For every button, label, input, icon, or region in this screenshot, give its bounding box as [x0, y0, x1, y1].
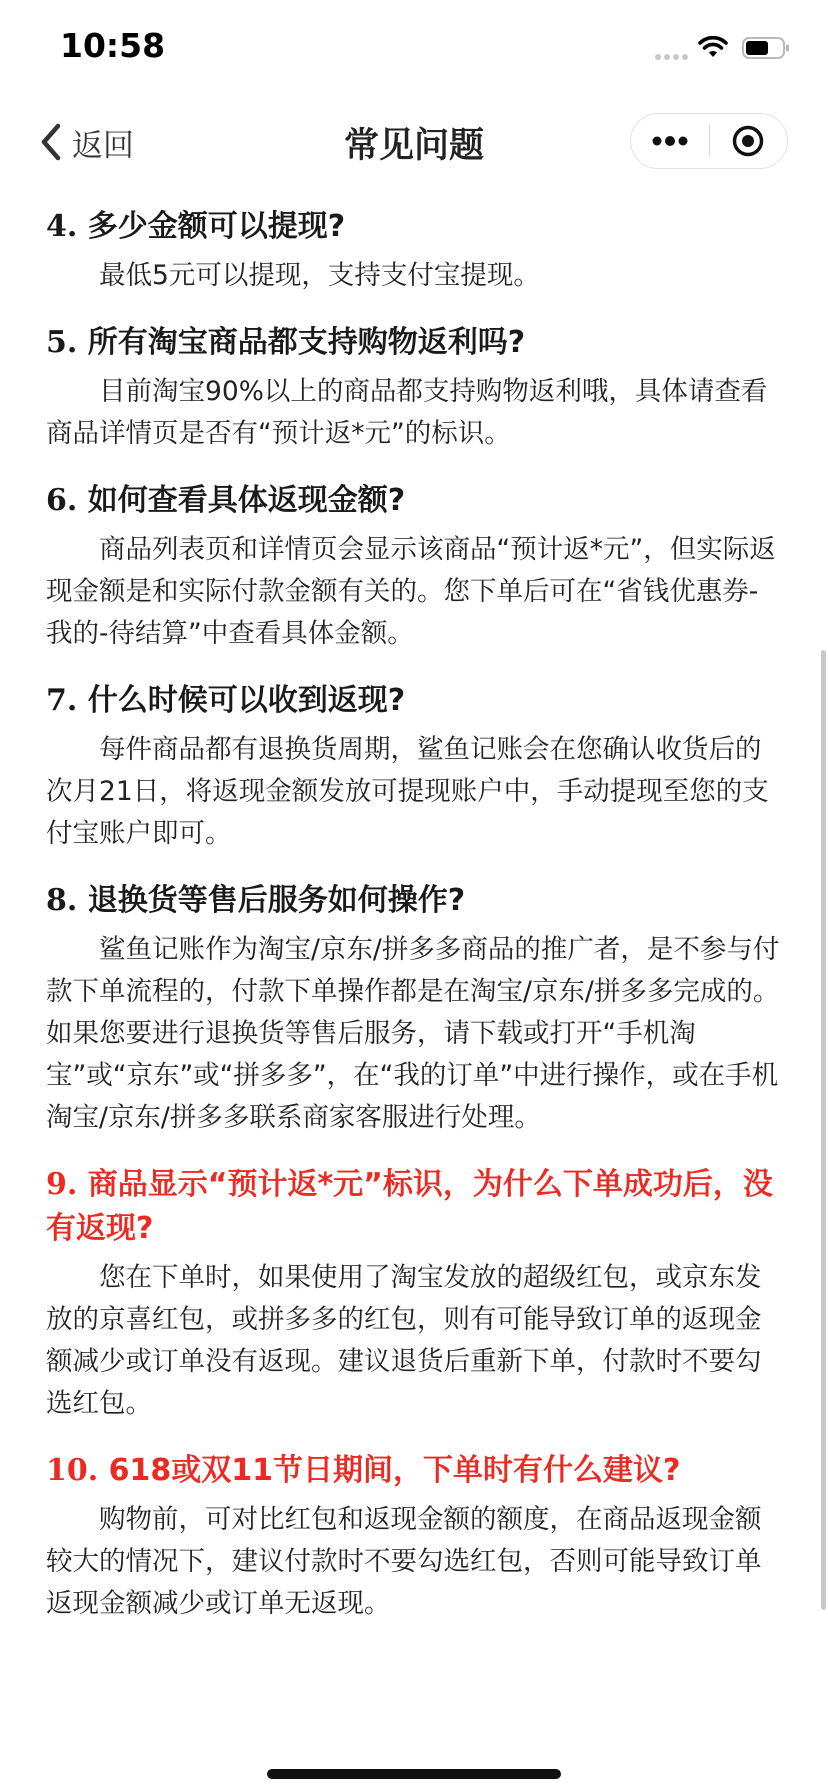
- more-dots-icon: [652, 136, 688, 146]
- back-label: 返回: [72, 127, 134, 164]
- target-close-icon: [731, 124, 765, 158]
- faq-item: [46, 879, 782, 1139]
- status-bar: [0, 0, 828, 100]
- signal-icon: [655, 53, 691, 61]
- page-title: 常见问题: [343, 126, 484, 166]
- faq-item: [46, 679, 782, 855]
- nav-bar: [0, 100, 828, 188]
- battery-icon: [742, 37, 790, 59]
- faq-question: 9. 商品显示“预计返*元”标识，为什么下单成功后，没有返现?: [46, 1167, 773, 1246]
- capsule-menu: [630, 113, 788, 169]
- faq-item: [46, 205, 782, 297]
- back-button[interactable]: [38, 118, 134, 166]
- close-button[interactable]: [710, 113, 788, 169]
- chevron-left-icon: [38, 122, 64, 162]
- status-time: 10:58: [60, 26, 166, 65]
- faq-question: 5. 所有淘宝商品都支持购物返利吗?: [46, 325, 526, 360]
- faq-list: [46, 205, 782, 1649]
- faq-question: 10. 618或双11节日期间，下单时有什么建议?: [46, 1453, 681, 1488]
- faq-item-highlight: [46, 1163, 782, 1425]
- faq-question: 8. 退换货等售后服务如何操作?: [46, 883, 466, 918]
- wifi-icon: [698, 36, 728, 58]
- faq-answer: 目前淘宝90%以上的商品都支持购物返利哦，具体请查看商品详情页是否有“预计返*元”的标识。: [46, 376, 768, 449]
- faq-item: [46, 321, 782, 455]
- scrollbar[interactable]: [821, 650, 826, 1610]
- faq-question: 6. 如何查看具体返现金额?: [46, 483, 406, 518]
- more-button[interactable]: [631, 113, 709, 169]
- faq-answer: 最低5元可以提现，支持支付宝提现。: [99, 260, 540, 291]
- faq-answer: 购物前，可对比红包和返现金额的额度，在商品返现金额较大的情况下，建议付款时不要勾选红包，否则可能导致订单返现金额减少或订单无返现。: [46, 1504, 762, 1619]
- faq-answer: 商品列表页和详情页会显示该商品“预计返*元”，但实际返现金额是和实际付款金额有关的。您下单后可在“省钱优惠券-我的-待结算”中查看具体金额。: [46, 534, 776, 649]
- faq-item: [46, 479, 782, 655]
- home-indicator[interactable]: [267, 1769, 561, 1779]
- faq-question: 7. 什么时候可以收到返现?: [46, 683, 406, 718]
- faq-answer: 您在下单时，如果使用了淘宝发放的超级红包，或京东发放的京喜红包，或拼多多的红包，则有可能导致订单的返现金额减少或订单没有返现。建议退货后重新下单，付款时不要勾选红包。: [46, 1262, 762, 1419]
- faq-answer: 鲨鱼记账作为淘宝/京东/拼多多商品的推广者，是不参与付款下单流程的，付款下单操作都是在淘宝/京东/拼多多完成的。如果您要进行退换货等售后服务，请下载或打开“手机淘宝”或“京东”或“拼多多”，在“我的订单”中进行操作，或在手机淘宝/京东/拼多多联系商家客服进行处理。: [46, 934, 780, 1133]
- faq-item-highlight: [46, 1449, 782, 1625]
- faq-question: 4. 多少金额可以提现?: [46, 209, 346, 244]
- faq-answer: 每件商品都有退换货周期，鲨鱼记账会在您确认收货后的次月21日，将返现金额发放可提现账户中，手动提现至您的支付宝账户即可。: [46, 734, 769, 849]
